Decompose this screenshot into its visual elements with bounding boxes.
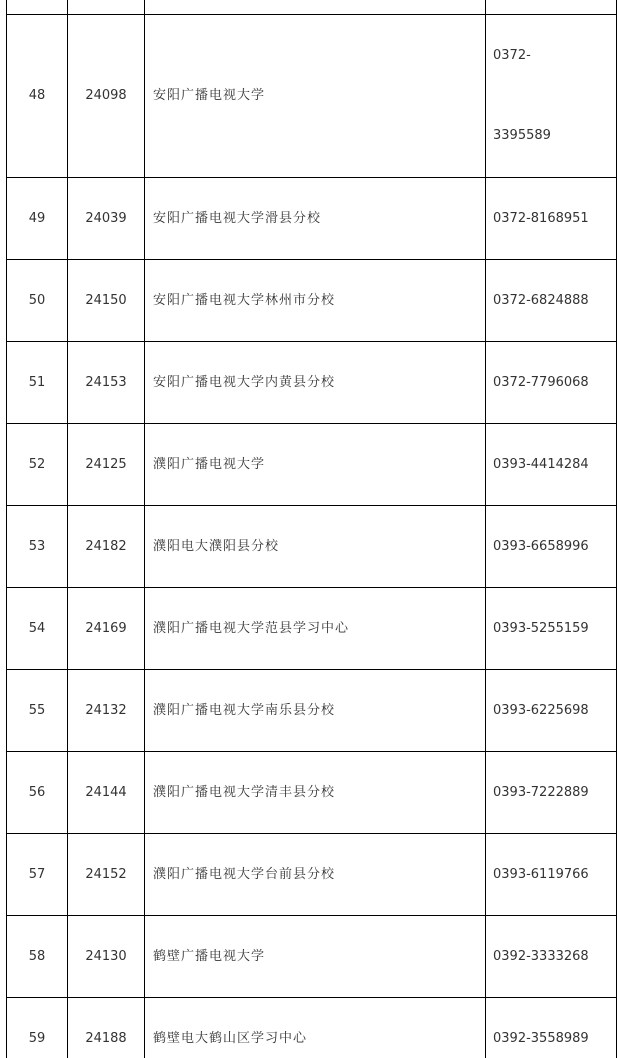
table-cell xyxy=(486,0,617,15)
row-number: 49 xyxy=(7,178,68,260)
school-name: 濮阳广播电视大学南乐县分校 xyxy=(145,670,486,752)
phone-number: 0393-4414284 xyxy=(486,424,617,506)
school-name: 濮阳广播电视大学 xyxy=(145,424,486,506)
phone-number: 0372-7796068 xyxy=(486,342,617,424)
table-row xyxy=(7,588,617,670)
phone-number: 0393-5255159 xyxy=(486,588,617,670)
school-name: 濮阳广播电视大学台前县分校 xyxy=(145,834,486,916)
school-name: 安阳广播电视大学内黄县分校 xyxy=(145,342,486,424)
school-code: 24182 xyxy=(68,506,145,588)
phone-number: 0393-7222889 xyxy=(486,752,617,834)
school-code: 24125 xyxy=(68,424,145,506)
phone-number: 0372-8168951 xyxy=(486,178,617,260)
phone-wrapped xyxy=(493,48,616,144)
table-cell xyxy=(7,0,68,15)
phone-number: 0392-3333268 xyxy=(486,916,617,998)
table-row xyxy=(7,752,617,834)
table-row xyxy=(7,342,617,424)
table-row xyxy=(7,15,617,178)
school-name: 濮阳广播电视大学清丰县分校 xyxy=(145,752,486,834)
school-name: 安阳广播电视大学滑县分校 xyxy=(145,178,486,260)
school-name: 安阳广播电视大学 xyxy=(145,15,486,178)
row-number: 58 xyxy=(7,916,68,998)
school-name: 安阳广播电视大学林州市分校 xyxy=(145,260,486,342)
row-number: 50 xyxy=(7,260,68,342)
row-number: 57 xyxy=(7,834,68,916)
table-row xyxy=(7,178,617,260)
school-code: 24188 xyxy=(68,998,145,1058)
row-number: 59 xyxy=(7,998,68,1058)
table-row xyxy=(7,670,617,752)
school-code: 24150 xyxy=(68,260,145,342)
school-code: 24144 xyxy=(68,752,145,834)
school-code: 24169 xyxy=(68,588,145,670)
table-row xyxy=(7,506,617,588)
phone-number: 0393-6225698 xyxy=(486,670,617,752)
phone-cell xyxy=(486,15,617,178)
table-cell xyxy=(145,0,486,15)
school-name: 鹤壁广播电视大学 xyxy=(145,916,486,998)
school-code: 24098 xyxy=(68,15,145,178)
table-row xyxy=(7,916,617,998)
table-cell xyxy=(68,0,145,15)
phone-number: 0393-6119766 xyxy=(486,834,617,916)
table-row xyxy=(7,424,617,506)
school-code: 24153 xyxy=(68,342,145,424)
school-code: 24039 xyxy=(68,178,145,260)
row-number: 51 xyxy=(7,342,68,424)
row-number: 48 xyxy=(7,15,68,178)
table-row-previous-stub xyxy=(7,0,617,15)
school-name: 鹤壁电大鹤山区学习中心 xyxy=(145,998,486,1058)
school-code: 24132 xyxy=(68,670,145,752)
phone-number: 0392-3558989 xyxy=(486,998,617,1058)
school-name: 濮阳广播电视大学范县学习中心 xyxy=(145,588,486,670)
phone-number-part: 0372- xyxy=(493,48,531,63)
school-code: 24130 xyxy=(68,916,145,998)
row-number: 53 xyxy=(7,506,68,588)
school-name: 濮阳电大濮阳县分校 xyxy=(145,506,486,588)
row-number: 56 xyxy=(7,752,68,834)
row-number: 55 xyxy=(7,670,68,752)
table-row xyxy=(7,834,617,916)
school-code: 24152 xyxy=(68,834,145,916)
phone-number-part: 3395589 xyxy=(493,128,551,143)
phone-number: 0393-6658996 xyxy=(486,506,617,588)
table-row xyxy=(7,260,617,342)
row-number: 54 xyxy=(7,588,68,670)
row-number: 52 xyxy=(7,424,68,506)
table-row xyxy=(7,998,617,1058)
schools-table xyxy=(6,0,617,1058)
phone-number: 0372-6824888 xyxy=(486,260,617,342)
